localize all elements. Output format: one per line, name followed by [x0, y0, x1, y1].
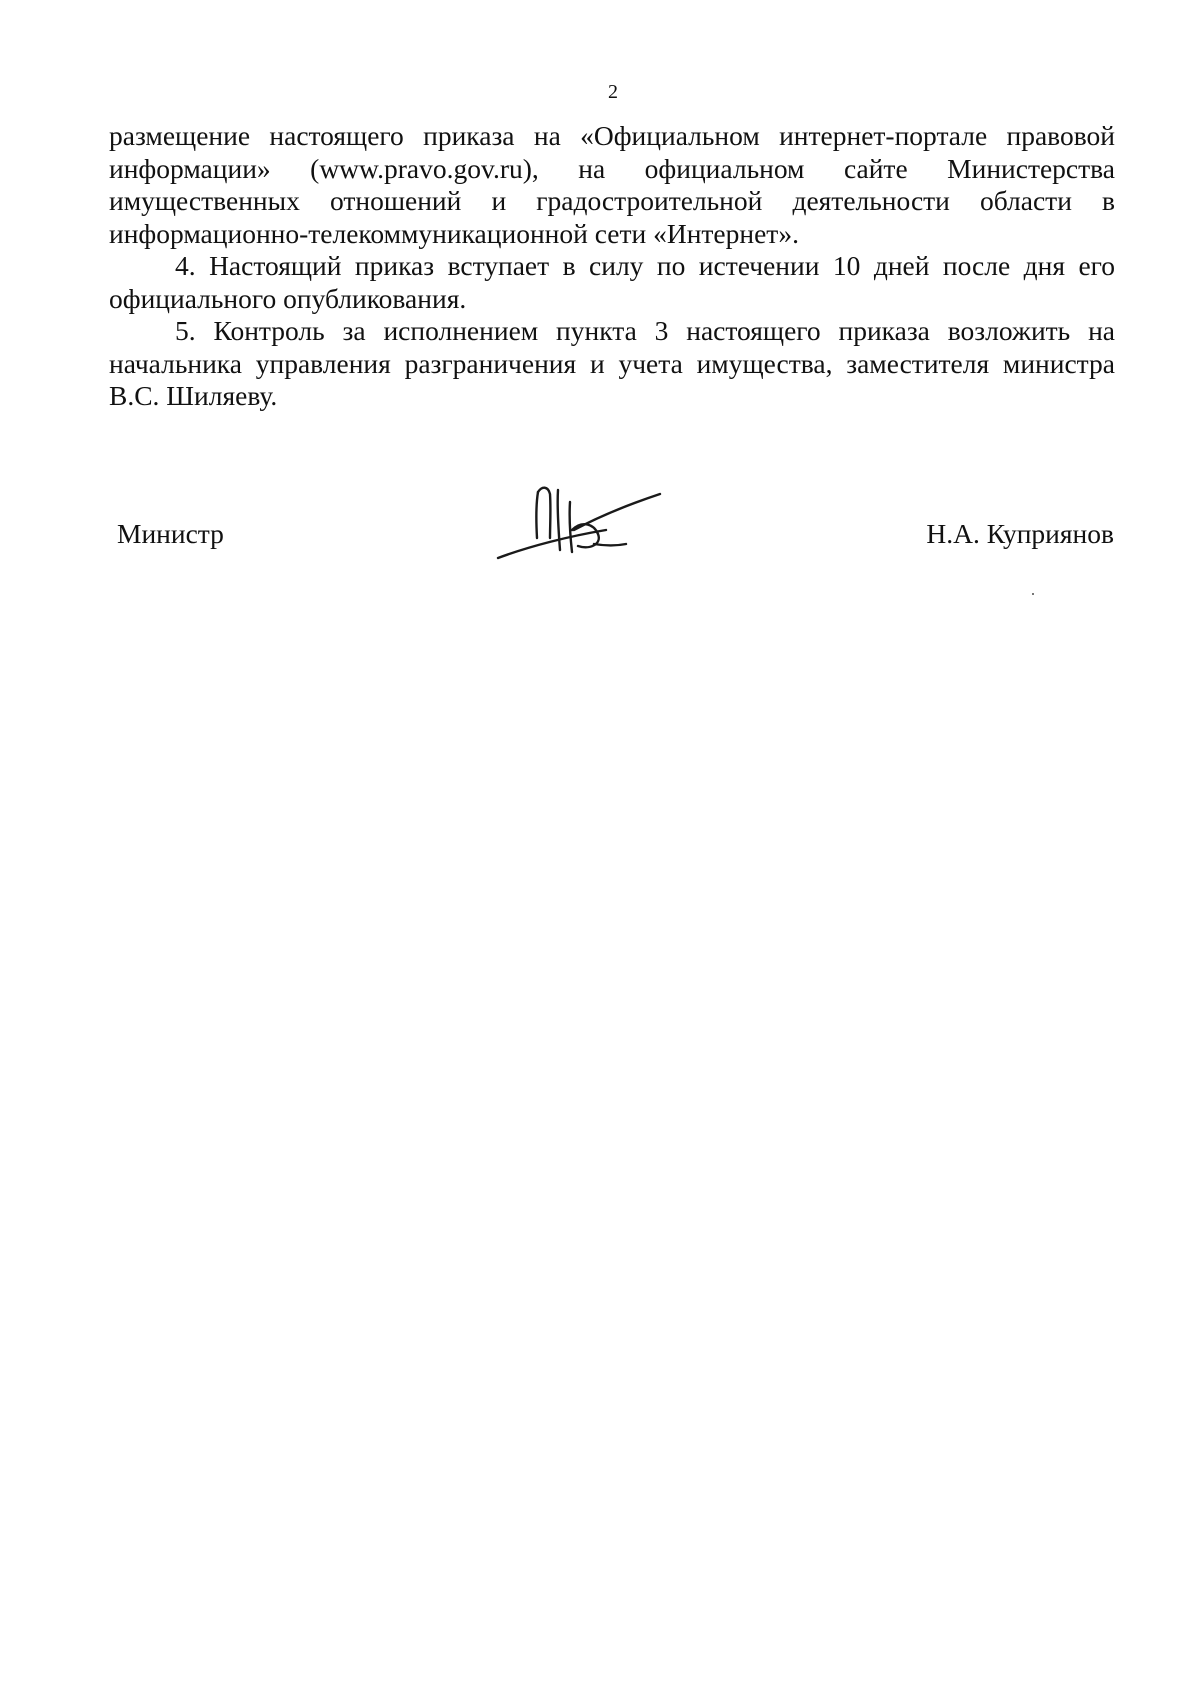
body-text — [109, 120, 1115, 413]
paragraph-item-5: 5. Контроль за исполнением пункта 3 настоящего приказа возложить на начальника управления разграничения и учета имущества, заместителя министра В.С. Шиляеву. — [109, 315, 1115, 411]
paragraph-item-4: 4. Настоящий приказ вступает в силу по истечении 10 дней после дня его официального опубликования. — [109, 250, 1115, 314]
signature-block — [0, 480, 1200, 580]
page-number: 2 — [608, 81, 618, 103]
paragraph-publication: размещение настоящего приказа на «Официальном интернет-портале правовой информации» (www.pravo.gov.ru), на официальном сайте Министерства имущественных отношений и градостроительной деятельности области в информационно-телекоммуникационной сети «Интернет». — [109, 120, 1115, 249]
signer-name: Н.А. Куприянов — [926, 518, 1114, 549]
signature-icon — [490, 480, 670, 570]
scan-speck — [1032, 593, 1034, 595]
signer-position: Министр — [117, 518, 224, 549]
